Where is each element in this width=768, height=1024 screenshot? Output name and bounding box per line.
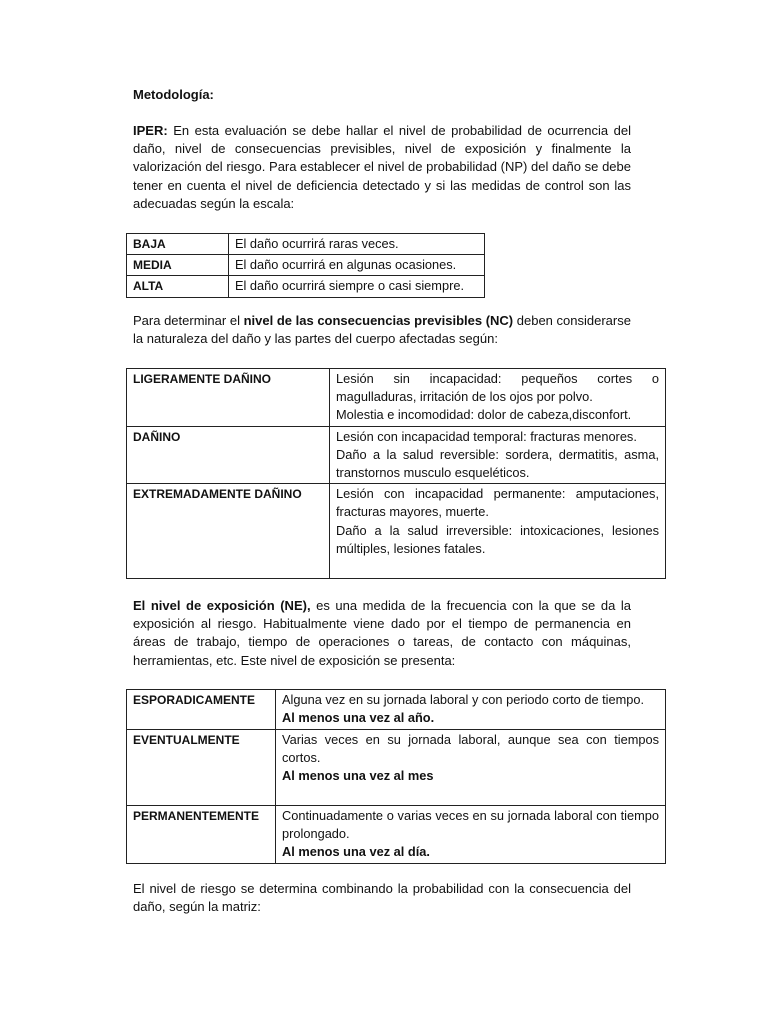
level-cell: BAJA <box>127 234 229 255</box>
desc-cell <box>330 369 666 427</box>
level-cell: EXTREMADAMENTE DAÑINO <box>127 484 330 579</box>
desc-cell: El daño ocurrirá en algunas ocasiones. <box>229 255 485 276</box>
table-row <box>127 234 485 255</box>
desc-line: Varias veces en su jornada laboral, aunque sea con tiempos cortos. <box>282 731 659 765</box>
desc-line: Continuadamente o varias veces en su jornada laboral con tiempo prolongado. <box>282 807 659 841</box>
level-cell: LIGERAMENTE DAÑINO <box>127 369 330 427</box>
level-cell: PERMANENTEMENTE <box>127 805 276 863</box>
desc-cell <box>276 690 666 730</box>
desc-line: Lesión con incapacidad permanente: amputaciones, fracturas mayores, muerte. <box>336 486 659 520</box>
nc-intro-post: deben considerarse la naturaleza del daño y las partes del cuerpo afectadas según: <box>133 313 631 347</box>
ne-intro-bold: El nivel de exposición (NE), <box>133 598 311 613</box>
iper-paragraph <box>133 122 631 213</box>
desc-line: Daño a la salud irreversible: intoxicaciones, lesiones múltiples, lesiones fatales. <box>336 522 659 556</box>
freq-line: Al menos una vez al mes <box>282 768 434 784</box>
closing-paragraph: El nivel de riesgo se determina combinando la probabilidad con la consecuencia del daño, según la matriz: <box>133 881 631 915</box>
nc-intro-bold: nivel de las consecuencias previsibles (NC) <box>243 313 514 328</box>
exposure-table <box>126 689 666 864</box>
level-cell: DAÑINO <box>127 426 330 484</box>
table-row <box>127 255 485 276</box>
iper-text: En esta evaluación se debe hallar el nivel de probabilidad de ocurrencia del daño, nivel de consecuencias previsibles, nivel de exposición y finalmente la valorización del riesgo. Para establecer el nivel de probabilidad (NP) del daño se debe tener en cuenta el nivel de deficiencia detectado y si las medidas de control son las adecuadas según la escala: <box>133 123 631 211</box>
level-cell: EVENTUALMENTE <box>127 729 276 805</box>
desc-cell <box>330 484 666 579</box>
freq-line: Al menos una vez al año. <box>282 710 435 726</box>
ne-intro-text: es una medida de la frecuencia con la que se da la exposición al riesgo. Habitualmente viene dado por el tiempo de permanencia en áreas de trabajo, tiempo de operaciones o tareas, de contacto con máquinas, herramientas, etc. Este nivel de exposición se presenta: <box>133 598 631 668</box>
consequence-table <box>126 368 666 579</box>
nc-intro-pre: Para determinar el <box>133 313 240 328</box>
desc-line: Lesión sin incapacidad: pequeños cortes o magulladuras, irritación de los ojos por polvo. <box>336 371 659 405</box>
table-row <box>127 426 666 484</box>
desc-line: Molestia e incomodidad: dolor de cabeza,disconfort. <box>336 407 632 423</box>
probability-table <box>126 233 485 298</box>
table-row <box>127 484 666 579</box>
ne-intro-paragraph <box>133 597 631 670</box>
section-heading: Metodología: <box>133 87 214 102</box>
level-cell: MEDIA <box>127 255 229 276</box>
table-row <box>127 729 666 805</box>
table-row <box>127 276 485 297</box>
table-row <box>127 690 666 730</box>
nc-intro-paragraph <box>133 312 631 348</box>
desc-cell <box>276 805 666 863</box>
desc-line: Alguna vez en su jornada laboral y con periodo corto de tiempo. <box>282 692 645 707</box>
level-cell: ESPORADICAMENTE <box>127 690 276 730</box>
table-row <box>127 805 666 863</box>
desc-line: Lesión con incapacidad temporal: fracturas menores. <box>336 428 637 444</box>
freq-line: Al menos una vez al día. <box>282 844 430 860</box>
desc-line: Daño a la salud reversible: sordera, dermatitis, asma, transtornos musculo esqueléticos. <box>336 446 659 481</box>
desc-cell: El daño ocurrirá raras veces. <box>229 234 485 255</box>
desc-cell: El daño ocurrirá siempre o casi siempre. <box>229 276 485 297</box>
iper-label: IPER: <box>133 123 168 138</box>
desc-cell <box>330 426 666 484</box>
table-row <box>127 369 666 427</box>
desc-cell <box>276 729 666 805</box>
level-cell: ALTA <box>127 276 229 297</box>
